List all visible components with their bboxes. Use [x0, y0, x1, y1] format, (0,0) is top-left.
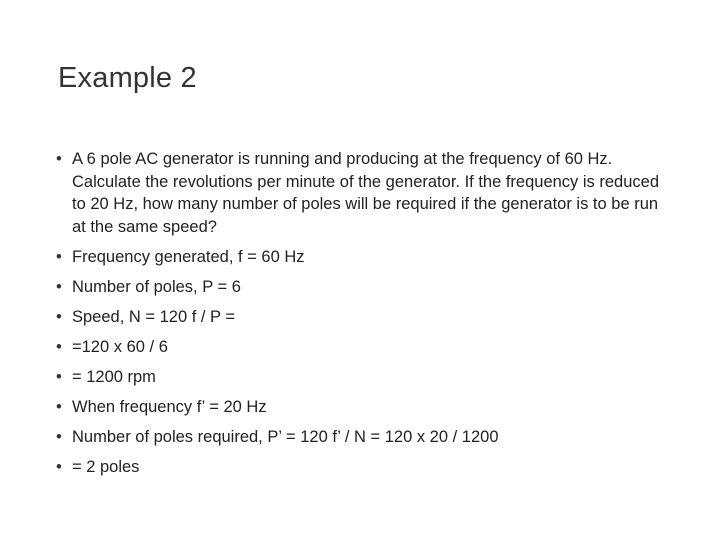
bullet-icon: • [56, 397, 62, 416]
bullet-text: Number of poles, P = 6 [72, 277, 241, 296]
bullet-item-speed-result [56, 366, 666, 389]
bullet-item-new-frequency [56, 396, 666, 419]
bullet-text: A 6 pole AC generator is running and producing at the frequency of 60 Hz. Calculate the revolutions per minute of the generator. If the frequency is reduced to 20 Hz, how many number of poles will be required if the generator is to be run at the same speed? [72, 150, 660, 236]
slide-title: Example 2 [58, 62, 197, 94]
bullet-text: =120 x 60 / 6 [72, 337, 168, 356]
bullet-icon: • [56, 457, 62, 476]
bullet-item-speed-formula [56, 306, 666, 329]
bullet-item-poles [56, 276, 666, 299]
bullet-icon: • [56, 307, 62, 326]
bullet-text: = 2 poles [72, 457, 140, 476]
bullet-text: Speed, N = 120 f / P = [72, 307, 235, 326]
bullet-icon: • [56, 150, 62, 168]
bullet-text: Number of poles required, P’ = 120 f’ / N = 120 x 20 / 1200 [72, 427, 499, 446]
bullet-text: = 1200 rpm [72, 367, 156, 386]
bullet-item-frequency [56, 246, 666, 269]
bullet-text: Frequency generated, f = 60 Hz [72, 247, 305, 266]
bullet-icon: • [56, 277, 62, 296]
bullet-text: When frequency f’ = 20 Hz [72, 397, 267, 416]
bullet-icon: • [56, 427, 62, 446]
bullet-icon: • [56, 337, 62, 356]
bullet-icon: • [56, 247, 62, 266]
bullet-item-problem-statement [56, 148, 666, 238]
bullet-icon: • [56, 367, 62, 386]
bullet-item-speed-substitution [56, 336, 666, 359]
bullet-item-poles-formula [56, 426, 666, 449]
bullet-list [56, 148, 666, 486]
bullet-item-poles-result [56, 456, 666, 479]
